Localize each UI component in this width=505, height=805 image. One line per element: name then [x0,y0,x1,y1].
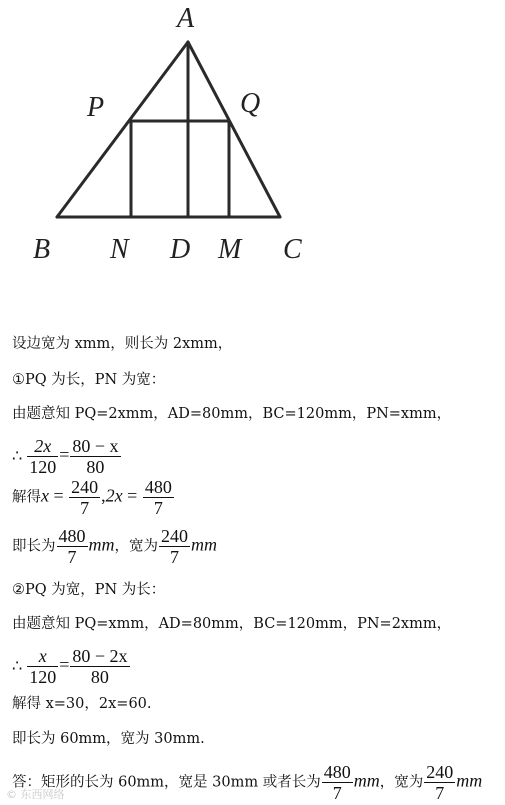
side-ab [57,42,188,217]
fraction: $\frac{240}{7}$ [161,526,188,567]
label-m: M [218,234,242,265]
label-a: A [177,3,195,34]
setup-line: 设边宽为 xmm，则长为 2xmm， [12,336,233,352]
therefore-symbol: ∴ [12,655,23,675]
fraction: $\frac{x}{120}$ [29,646,57,687]
fraction: $\frac{480}{7}$ [58,526,86,567]
fraction: $\frac{240}{7}$ [426,762,454,803]
fraction: $\frac{2x}{120}$ [29,436,57,477]
fraction: $\frac{480}{7}$ [323,762,351,803]
case1-equation: ∴ $\frac{2x}{120}$ = $\frac{80 - x}{80}$ [12,436,119,477]
case2-given: 由题意知 PQ=xmm，AD=80mm，BC=120mm，PN=2xmm， [12,616,452,632]
label-b: B [33,234,51,265]
triangle-figure [0,0,505,300]
label-n: N [110,234,129,265]
case2-result: 即长为 60mm，宽为 30mm. [12,731,205,747]
label-c: C [283,234,302,265]
final-answer: 答：矩形的长为 60mm，宽是 30mm 或者长为 $\frac{480}{7}$ mm，宽为 $\frac{240}{7}$ mm [12,762,483,803]
case2-solution: 解得 x=30，2x=60. [12,696,152,712]
label-q: Q [240,88,261,119]
label-p: P [87,92,105,123]
fraction: $\frac{80 - x}{80}$ [72,436,119,477]
watermark: © 东西网络 [6,788,65,801]
case1-given: 由题意知 PQ=2xmm，AD=80mm，BC=120mm，PN=xmm， [12,406,452,422]
side-ac [188,42,280,217]
case1-heading: ①PQ 为长，PN 为宽： [12,372,166,388]
case1-solution: 解得x = $\frac{240}{7}$ ,2x = $\frac{480}{7}$ [12,477,172,518]
case2-heading: ②PQ 为宽，PN 为长： [12,582,166,598]
fraction: $\frac{480}{7}$ [144,477,172,518]
case1-result: 即长为 $\frac{480}{7}$ mm，宽为 $\frac{240}{7}$ mm [12,526,217,567]
fraction: $\frac{240}{7}$ [71,477,99,518]
label-d: D [170,234,191,265]
therefore-symbol: ∴ [12,445,23,465]
fraction: $\frac{80 - 2x}{80}$ [72,646,128,687]
case2-equation: ∴ $\frac{x}{120}$ = $\frac{80 - 2x}{80}$ [12,646,128,687]
